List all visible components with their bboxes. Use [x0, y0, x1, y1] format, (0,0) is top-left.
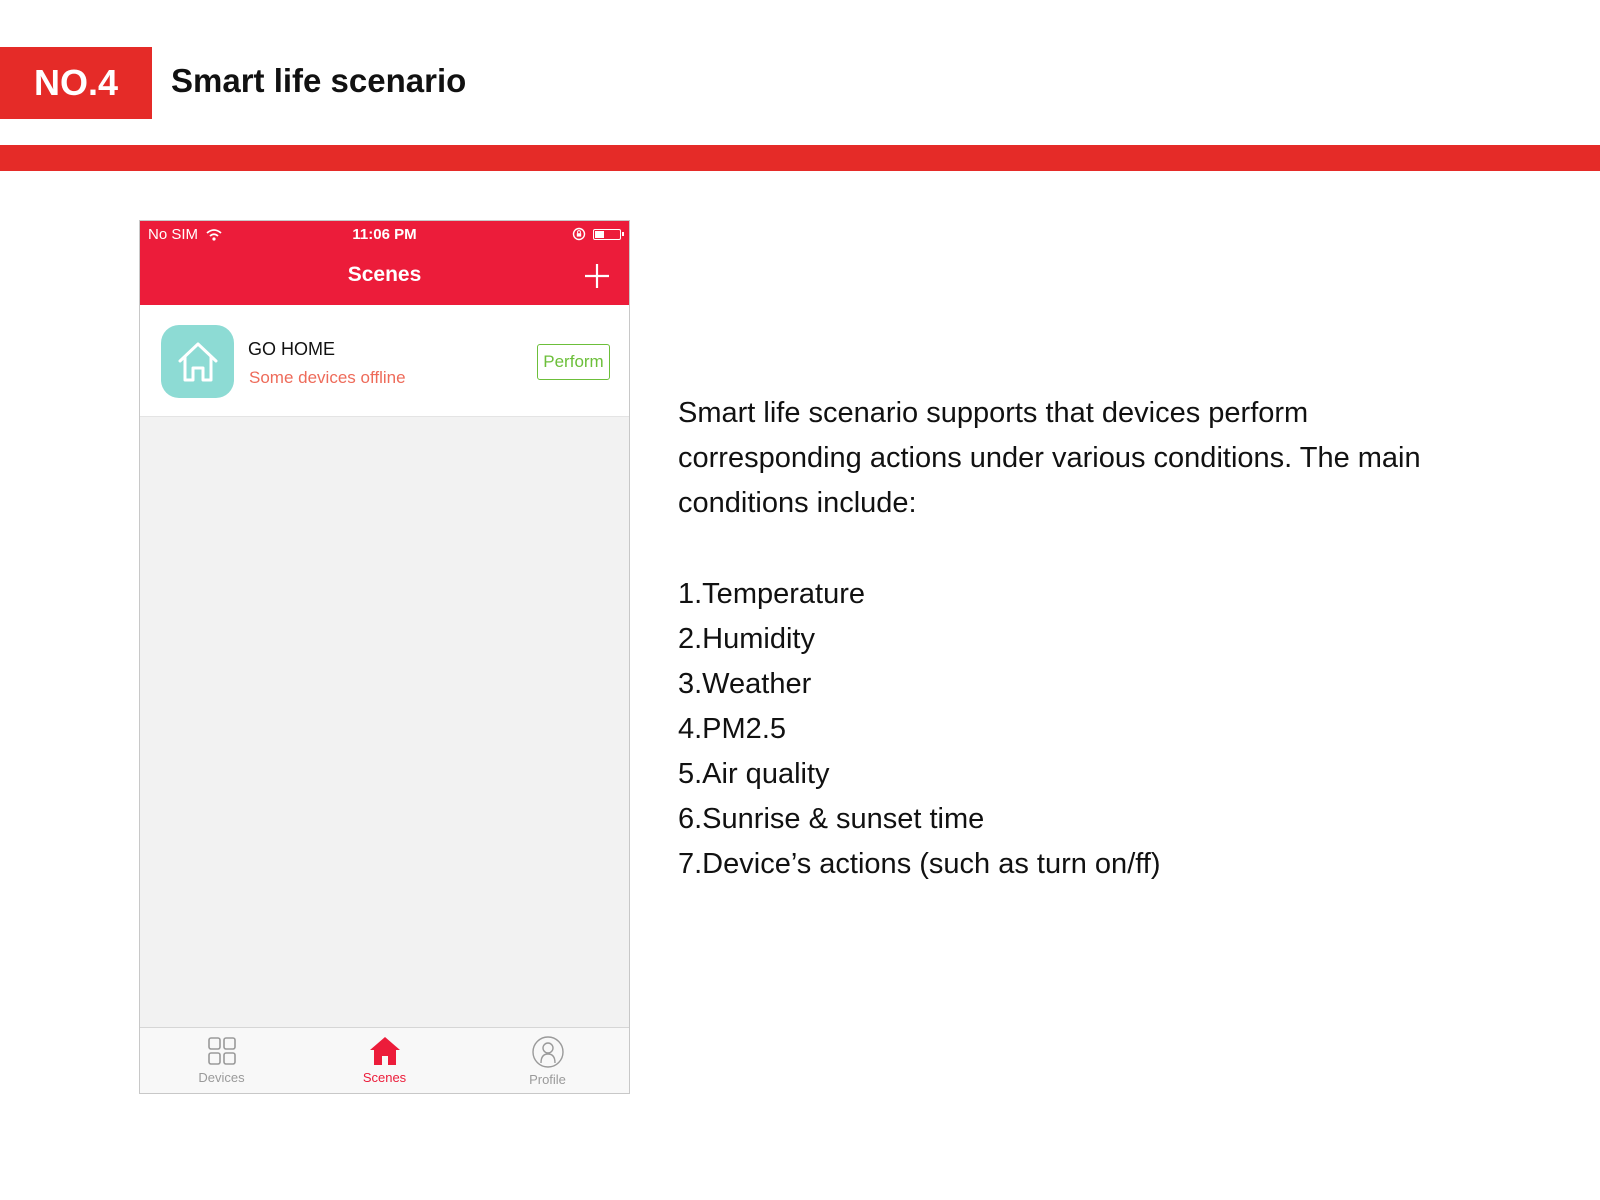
slide-number-badge [0, 47, 152, 119]
perform-button[interactable]: Perform [537, 344, 610, 380]
nav-title: Scenes [347, 263, 422, 286]
list-item: 1.Temperature [678, 578, 865, 610]
app-header [140, 221, 629, 305]
description-paragraph: Smart life scenario supports that devices perform corresponding actions under various conditions. The main conditions include: [678, 397, 1421, 519]
list-item: 5.Air quality [678, 758, 830, 790]
tab-scenes[interactable] [303, 1028, 466, 1093]
scene-icon-tile [161, 325, 234, 398]
grid-icon [207, 1036, 237, 1066]
user-icon [531, 1036, 565, 1068]
scene-item[interactable] [140, 305, 629, 417]
status-bar-right [572, 227, 621, 241]
slide-title: Smart life scenario [171, 62, 467, 99]
tab-label: Profile [529, 1072, 566, 1087]
battery-icon [593, 229, 621, 240]
list-item: 6.Sunrise & sunset time [678, 803, 985, 835]
home-icon [175, 339, 221, 385]
home-icon [369, 1036, 401, 1066]
list-item: 3.Weather [678, 668, 812, 700]
header-divider-band [0, 145, 1600, 171]
plus-icon[interactable] [582, 261, 612, 291]
tab-label: Scenes [362, 1070, 407, 1085]
conditions-list [678, 572, 1161, 887]
list-item: 7.Device’s actions (such as turn on/ff) [678, 848, 1161, 880]
phone-screenshot [139, 220, 630, 1094]
tab-devices[interactable] [140, 1028, 303, 1093]
list-item: 2.Humidity [678, 623, 815, 655]
tab-label: Devices [198, 1070, 245, 1085]
rotation-lock-icon [572, 227, 586, 241]
scene-status: Some devices offline [249, 368, 406, 387]
carrier-label: No SIM [148, 226, 199, 243]
tab-profile[interactable] [466, 1028, 629, 1093]
list-item: 4.PM2.5 [678, 713, 786, 745]
status-time: 11:06 PM [352, 226, 417, 243]
tab-bar [140, 1027, 629, 1093]
slide-number: NO.4 [33, 62, 119, 103]
scene-name: GO HOME [248, 339, 336, 359]
battery-level [595, 231, 604, 238]
